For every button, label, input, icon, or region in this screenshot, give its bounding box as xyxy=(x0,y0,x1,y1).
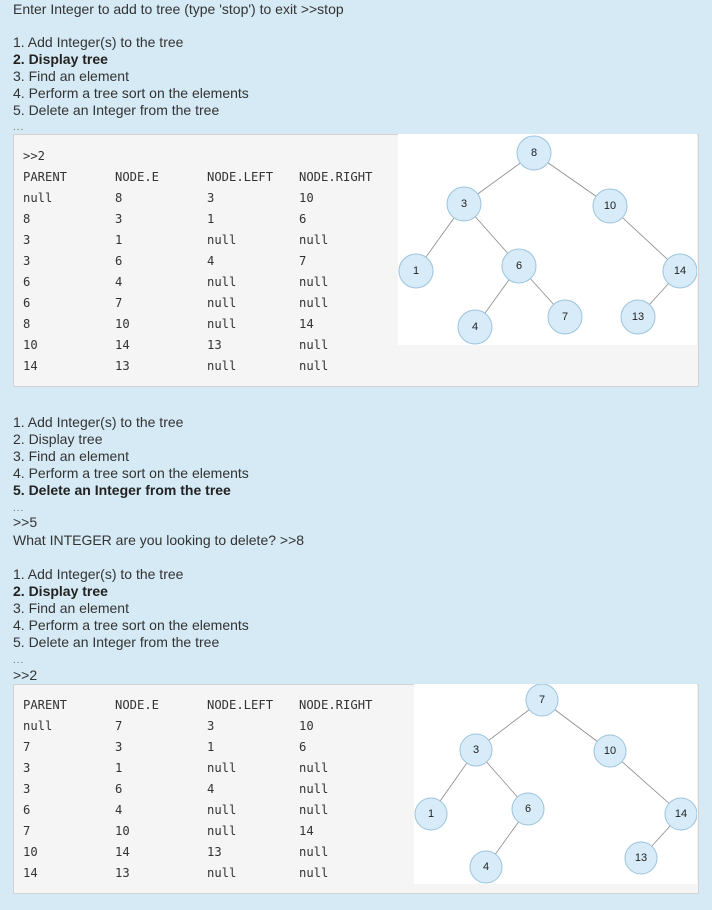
table-cell: 3 xyxy=(23,233,31,247)
table-cell: 14 xyxy=(23,359,38,373)
table-cell: 7 xyxy=(115,719,123,733)
table-cell: 8 xyxy=(115,191,123,205)
tree-diagram-2 xyxy=(414,684,697,884)
table-cell: 6 xyxy=(23,296,31,310)
tree-node xyxy=(594,735,626,767)
table-cell: 6 xyxy=(299,212,307,226)
table-cell: 4 xyxy=(207,254,215,268)
tree-node xyxy=(665,798,697,830)
svg-text:4: 4 xyxy=(471,321,479,333)
table-cell: 10 xyxy=(23,845,38,859)
menu-item-add: 1. Add Integer(s) to the tree xyxy=(13,414,184,430)
menu-item-find: 3. Find an element xyxy=(13,68,129,84)
table-cell: null xyxy=(299,338,329,352)
table-cell: null xyxy=(299,233,329,247)
table-cell: 4 xyxy=(115,275,123,289)
svg-text:10: 10 xyxy=(603,200,617,212)
svg-text:4: 4 xyxy=(482,861,490,873)
tree-diagram-1 xyxy=(398,134,697,345)
header-node-right: NODE.RIGHT xyxy=(299,698,373,712)
table-cell: 3 xyxy=(23,782,31,796)
menu-item-display: 2. Display tree xyxy=(13,51,108,67)
tree-node xyxy=(447,187,481,221)
tree-node xyxy=(415,798,447,830)
table-cell: 6 xyxy=(23,803,31,817)
table-cell: 7 xyxy=(23,740,31,754)
table-cell: 3 xyxy=(207,191,215,205)
tree-node xyxy=(663,254,697,288)
table-cell: 14 xyxy=(23,866,38,880)
menu-item-sort: 4. Perform a tree sort on the elements xyxy=(13,85,249,101)
table-cell: null xyxy=(207,317,237,331)
tree-node xyxy=(470,851,502,883)
svg-text:7: 7 xyxy=(561,311,569,323)
ellipsis: ... xyxy=(13,503,25,514)
svg-text:7: 7 xyxy=(538,694,546,706)
table-cell: null xyxy=(207,824,237,838)
table-cell: 7 xyxy=(115,296,123,310)
table-cell: 3 xyxy=(207,719,215,733)
tree-node xyxy=(593,189,627,223)
table-cell: null xyxy=(299,803,329,817)
table-cell: 10 xyxy=(115,824,130,838)
table-cell: 4 xyxy=(115,803,123,817)
table-cell: 10 xyxy=(23,338,38,352)
table-cell: null xyxy=(299,275,329,289)
table-cell: 14 xyxy=(299,824,314,838)
svg-text:6: 6 xyxy=(524,803,532,815)
input-echo-2: >>5 xyxy=(13,514,38,530)
svg-text:3: 3 xyxy=(460,198,468,210)
tree-node xyxy=(517,136,551,170)
menu-item-find: 3. Find an element xyxy=(13,600,129,616)
table-cell: 10 xyxy=(299,191,314,205)
header-node-right: NODE.RIGHT xyxy=(299,170,373,184)
menu-item-display: 2. Display tree xyxy=(13,583,108,599)
table-cell: null xyxy=(299,359,329,373)
menu-item-find: 3. Find an element xyxy=(13,448,129,464)
menu-item-delete: 5. Delete an Integer from the tree xyxy=(13,634,220,650)
table-cell: null xyxy=(207,275,237,289)
table-cell: 10 xyxy=(299,719,314,733)
header-parent: PARENT xyxy=(23,170,68,184)
table-cell: 3 xyxy=(23,254,31,268)
header-node-left: NODE.LEFT xyxy=(207,170,274,184)
table-cell: 6 xyxy=(115,782,123,796)
table-cell: null xyxy=(207,296,237,310)
node-table-2 xyxy=(23,695,391,884)
table-cell: 6 xyxy=(23,275,31,289)
svg-text:13: 13 xyxy=(634,852,648,864)
svg-text:8: 8 xyxy=(530,147,538,159)
svg-text:3: 3 xyxy=(472,744,480,756)
tree-node xyxy=(548,300,582,334)
table-cell: 14 xyxy=(115,845,130,859)
table-cell: 8 xyxy=(23,212,31,226)
ellipsis: ... xyxy=(13,655,25,666)
svg-text:14: 14 xyxy=(673,265,687,277)
header-node-e: NODE.E xyxy=(115,170,160,184)
svg-text:10: 10 xyxy=(603,745,617,757)
ellipsis: ... xyxy=(13,122,25,133)
tree-node xyxy=(625,842,657,874)
table-cell: 13 xyxy=(115,359,130,373)
svg-text:13: 13 xyxy=(631,311,645,323)
svg-text:6: 6 xyxy=(515,260,523,272)
table-cell: null xyxy=(207,761,237,775)
tree-node xyxy=(399,254,433,288)
table-cell: null xyxy=(207,803,237,817)
table-cell: 3 xyxy=(23,761,31,775)
table-cell: 6 xyxy=(115,254,123,268)
table-cell: null xyxy=(23,719,53,733)
table-cell: 3 xyxy=(115,212,123,226)
table-cell: 7 xyxy=(23,824,31,838)
table-cell: 14 xyxy=(299,317,314,331)
tree-node xyxy=(458,310,492,344)
tree-node xyxy=(512,793,544,825)
table-cell: null xyxy=(23,191,53,205)
menu-item-display: 2. Display tree xyxy=(13,431,103,447)
tree-node xyxy=(526,684,558,716)
table-cell: 3 xyxy=(115,740,123,754)
table-cell: null xyxy=(299,296,329,310)
header-node-e: NODE.E xyxy=(115,698,160,712)
table-cell: null xyxy=(299,845,329,859)
menu-block-2 xyxy=(13,414,249,499)
menu-item-delete: 5. Delete an Integer from the tree xyxy=(13,102,220,118)
table-cell: 7 xyxy=(299,254,307,268)
node-table-1 xyxy=(23,167,391,377)
table-cell: null xyxy=(299,761,329,775)
tree-node xyxy=(502,249,536,283)
svg-text:14: 14 xyxy=(674,808,688,820)
menu-item-delete: 5. Delete an Integer from the tree xyxy=(13,482,231,498)
table-cell: null xyxy=(299,866,329,880)
table-cell: null xyxy=(207,359,237,373)
header-parent: PARENT xyxy=(23,698,68,712)
svg-text:1: 1 xyxy=(427,808,435,820)
table-cell: 13 xyxy=(207,338,222,352)
menu-item-add: 1. Add Integer(s) to the tree xyxy=(13,566,184,582)
table-cell: null xyxy=(207,233,237,247)
table-cell: 4 xyxy=(207,782,215,796)
menu-item-add: 1. Add Integer(s) to the tree xyxy=(13,34,184,50)
table-cell: 1 xyxy=(207,740,215,754)
table-cell: 6 xyxy=(299,740,307,754)
input-echo-1: >>2 xyxy=(23,149,46,163)
stop-prompt-line: Enter Integer to add to tree (type 'stop') to exit >>stop xyxy=(13,1,344,17)
delete-prompt-line: What INTEGER are you looking to delete? >>8 xyxy=(13,532,305,548)
tree-node xyxy=(460,734,492,766)
table-cell: 13 xyxy=(115,866,130,880)
table-cell: 8 xyxy=(23,317,31,331)
table-cell: 13 xyxy=(207,845,222,859)
menu-block-3 xyxy=(13,566,249,651)
table-cell: null xyxy=(299,782,329,796)
input-echo-3: >>2 xyxy=(13,667,38,683)
menu-item-sort: 4. Perform a tree sort on the elements xyxy=(13,465,249,481)
table-cell: 1 xyxy=(207,212,215,226)
table-cell: 10 xyxy=(115,317,130,331)
menu-item-sort: 4. Perform a tree sort on the elements xyxy=(13,617,249,633)
table-cell: 1 xyxy=(115,761,123,775)
header-node-left: NODE.LEFT xyxy=(207,698,274,712)
table-cell: 14 xyxy=(115,338,130,352)
table-cell: null xyxy=(207,866,237,880)
table-cell: 1 xyxy=(115,233,123,247)
svg-text:1: 1 xyxy=(412,265,420,277)
tree-node xyxy=(621,300,655,334)
menu-block-1 xyxy=(13,34,249,119)
